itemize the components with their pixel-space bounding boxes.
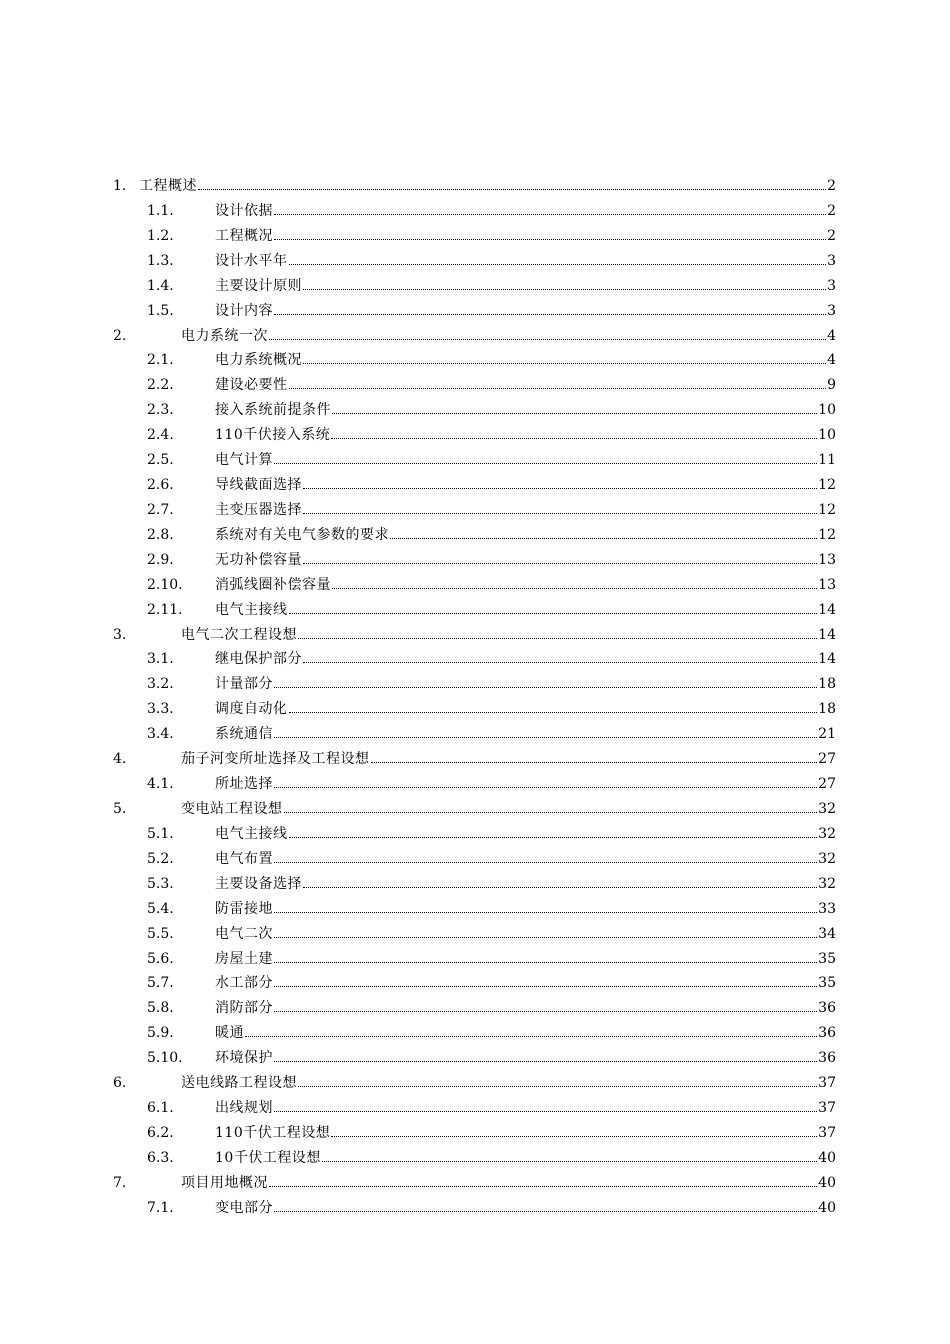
toc-entry-page: 14 <box>818 626 836 643</box>
toc-entry-number: 5.2. <box>147 850 174 867</box>
dot-leader <box>274 1046 817 1062</box>
toc-entry-number: 2.2. <box>147 377 174 394</box>
toc-entry-title: 电气主接线 <box>215 601 288 618</box>
toc-entry[interactable] <box>0 348 950 372</box>
toc-entry-title: 设计水平年 <box>215 252 288 269</box>
toc-entry[interactable] <box>0 1021 950 1045</box>
toc-entry-number: 2.11. <box>147 601 183 618</box>
dot-leader <box>303 872 817 888</box>
toc-entry-page: 3 <box>827 302 836 319</box>
toc-entry-number: 5.9. <box>147 1025 174 1042</box>
toc-entry-title: 计量部分 <box>215 676 273 693</box>
dot-leader <box>274 897 817 913</box>
toc-entry[interactable] <box>0 598 950 622</box>
toc-entry-page: 35 <box>818 975 836 992</box>
toc-entry-title: 继电保护部分 <box>215 651 302 668</box>
toc-entry-page: 2 <box>827 178 836 194</box>
dot-leader <box>303 548 817 564</box>
toc-entry-page: 2 <box>827 227 836 244</box>
toc-entry-page: 13 <box>818 576 836 593</box>
dot-leader <box>303 647 817 663</box>
toc-entry-number: 2.1. <box>147 352 174 369</box>
dot-leader <box>303 274 826 290</box>
toc-entry-number: 6.1. <box>147 1100 174 1117</box>
toc-entry-title: 电气主接线 <box>215 825 288 842</box>
toc-entry-title: 电气布置 <box>215 850 273 867</box>
toc-entry[interactable] <box>0 1096 950 1120</box>
toc-entry-title: 设计内容 <box>215 302 273 319</box>
toc-entry-number: 3.1. <box>147 651 174 668</box>
toc-entry[interactable] <box>0 498 950 522</box>
toc-entry-title: 消弧线圈补偿容量 <box>215 576 331 593</box>
toc-entry-page: 18 <box>818 701 836 718</box>
dot-leader <box>245 1021 817 1037</box>
toc-entry-page: 4 <box>827 352 836 369</box>
toc-entry[interactable] <box>0 249 950 273</box>
toc-entry-title: 防雷接地 <box>215 900 273 917</box>
toc-entry-number: 2.10. <box>147 576 183 593</box>
toc-entry-page: 2 <box>827 202 836 219</box>
toc-entry-number: 2.9. <box>147 551 174 568</box>
toc-entry[interactable] <box>0 373 950 397</box>
dot-leader <box>289 373 827 389</box>
toc-entry[interactable] <box>0 174 950 198</box>
toc-entry-title: 茄子河变所址选择及工程设想 <box>181 751 370 768</box>
toc-entry-title: 系统对有关电气参数的要求 <box>215 526 389 543</box>
toc-entry-page: 12 <box>818 526 836 543</box>
toc-entry[interactable] <box>0 1121 950 1145</box>
toc-entry[interactable] <box>0 224 950 248</box>
toc-entry-page: 37 <box>818 1075 836 1092</box>
toc-entry-page: 13 <box>818 551 836 568</box>
toc-entry[interactable] <box>0 199 950 223</box>
toc-entry-number: 2.8. <box>147 526 174 543</box>
toc-entry[interactable] <box>0 1171 950 1195</box>
toc-entry-number: 5.4. <box>147 900 174 917</box>
toc-entry-title: 所址选择 <box>215 776 273 793</box>
toc-entry-page: 21 <box>818 726 836 743</box>
toc-entry-title: 电力系统概况 <box>215 352 302 369</box>
toc-entry-number: 5. <box>113 801 127 817</box>
toc-entry[interactable] <box>0 847 950 871</box>
toc-entry[interactable] <box>0 1071 950 1095</box>
toc-entry-page: 14 <box>818 601 836 618</box>
dot-leader <box>274 299 826 315</box>
toc-entry-page: 12 <box>818 477 836 494</box>
toc-entry-page: 36 <box>818 1050 836 1067</box>
toc-entry-page: 4 <box>827 327 836 344</box>
toc-entry-title: 电气二次工程设想 <box>181 626 297 643</box>
toc-entry-title: 110千伏工程设想 <box>215 1124 331 1141</box>
toc-entry-title: 送电线路工程设想 <box>181 1075 297 1092</box>
toc-entry-page: 33 <box>818 900 836 917</box>
dot-leader <box>269 324 826 340</box>
toc-entry-number: 4. <box>113 751 127 768</box>
toc-entry[interactable] <box>0 1196 950 1220</box>
toc-entry[interactable] <box>0 797 950 821</box>
toc-entry-page: 34 <box>818 925 836 942</box>
toc-entry-page: 32 <box>818 850 836 867</box>
toc-entry-title: 房屋土建 <box>215 950 273 967</box>
toc-entry[interactable] <box>0 672 950 696</box>
toc-entry-number: 6.3. <box>147 1149 174 1166</box>
toc-entry-title: 项目用地概况 <box>181 1174 268 1191</box>
toc-entry-page: 3 <box>827 252 836 269</box>
dot-leader <box>274 1096 817 1112</box>
toc-entry-title: 电力系统一次 <box>181 327 268 344</box>
toc-entry-title: 系统通信 <box>215 726 273 743</box>
toc-entry-title: 建设必要性 <box>215 377 288 394</box>
toc-entry[interactable] <box>0 324 950 348</box>
toc-entry-title: 主要设计原则 <box>215 277 302 294</box>
toc-entry-title: 消防部分 <box>215 1000 273 1017</box>
toc-entry-number: 2.5. <box>147 452 174 469</box>
dot-leader <box>274 722 817 738</box>
toc-entry-page: 32 <box>818 825 836 842</box>
toc-entry-number: 5.10. <box>147 1050 183 1067</box>
dot-leader <box>289 822 818 838</box>
dot-leader <box>371 747 818 763</box>
toc-entry-number: 5.7. <box>147 975 174 992</box>
toc-entry-title: 暖通 <box>215 1025 244 1042</box>
toc-entry-page: 36 <box>818 1000 836 1017</box>
toc-entry-number: 6.2. <box>147 1124 174 1141</box>
toc-entry-number: 4.1. <box>147 776 174 793</box>
toc-entry-number: 5.5. <box>147 925 174 942</box>
dot-leader <box>274 224 826 240</box>
dot-leader <box>274 1196 817 1212</box>
toc-entry-title: 工程概述 <box>139 178 197 194</box>
toc-entry-page: 18 <box>818 676 836 693</box>
toc-entry[interactable] <box>0 623 950 647</box>
toc-entry[interactable] <box>0 1146 950 1170</box>
toc-entry-number: 2.4. <box>147 427 174 444</box>
toc-entry[interactable] <box>0 299 950 323</box>
toc-entry[interactable] <box>0 822 950 846</box>
toc-entry-number: 5.6. <box>147 950 174 967</box>
toc-entry-number: 3.4. <box>147 726 174 743</box>
toc-entry[interactable] <box>0 523 950 547</box>
toc-entry-page: 36 <box>818 1025 836 1042</box>
toc-entry-title: 电气计算 <box>215 452 273 469</box>
dot-leader <box>332 573 817 589</box>
dot-leader <box>274 922 817 938</box>
toc-entry-number: 5.8. <box>147 1000 174 1017</box>
toc-entry-title: 110千伏接入系统 <box>215 427 331 444</box>
toc-entry-number: 2. <box>113 327 127 344</box>
dot-leader <box>390 523 817 539</box>
toc-entry[interactable] <box>0 897 950 921</box>
toc-entry[interactable] <box>0 772 950 796</box>
toc-entry-page: 3 <box>827 277 836 294</box>
toc-entry-number: 3. <box>113 626 127 643</box>
dot-leader <box>274 199 826 215</box>
toc-entry-page: 37 <box>818 1100 836 1117</box>
toc-entry-number: 5.3. <box>147 875 174 892</box>
toc-entry[interactable] <box>0 398 950 422</box>
toc-entry-number: 1.5. <box>147 302 174 319</box>
toc-entry-page: 32 <box>818 875 836 892</box>
toc-entry-page: 10 <box>818 427 836 444</box>
dot-leader <box>303 498 817 514</box>
toc-entry[interactable] <box>0 697 950 721</box>
toc-entry-number: 2.3. <box>147 402 174 419</box>
toc-entry-title: 主变压器选择 <box>215 501 302 518</box>
dot-leader <box>198 174 826 190</box>
toc-entry-number: 1.2. <box>147 227 174 244</box>
toc-entry-title: 出线规划 <box>215 1100 273 1117</box>
toc-entry-title: 无功补偿容量 <box>215 551 302 568</box>
dot-leader <box>274 971 817 987</box>
toc-entry-number: 2.7. <box>147 501 174 518</box>
toc-entry[interactable] <box>0 647 950 671</box>
dot-leader <box>331 423 817 439</box>
dot-leader <box>332 398 817 414</box>
toc-entry-title: 10千伏工程设想 <box>215 1149 321 1166</box>
dot-leader <box>274 672 817 688</box>
toc-entry-title: 接入系统前提条件 <box>215 402 331 419</box>
toc-entry-page: 11 <box>818 452 836 469</box>
toc-entry[interactable] <box>0 448 950 472</box>
toc-entry-page: 32 <box>818 801 836 817</box>
toc-entry-number: 7.1. <box>147 1199 174 1216</box>
toc-entry-page: 10 <box>818 402 836 419</box>
dot-leader <box>289 697 818 713</box>
toc-entry[interactable] <box>0 971 950 995</box>
toc-entry[interactable] <box>0 274 950 298</box>
toc-entry[interactable] <box>0 423 950 447</box>
toc-entry-page: 35 <box>818 950 836 967</box>
dot-leader <box>274 448 817 464</box>
toc-entry-page: 14 <box>818 651 836 668</box>
toc-entry-title: 电气二次 <box>215 925 273 942</box>
toc-entry[interactable] <box>0 473 950 497</box>
dot-leader <box>284 797 818 813</box>
dot-leader <box>269 1171 817 1187</box>
dot-leader <box>303 473 817 489</box>
toc-entry-title: 变电部分 <box>215 1199 273 1216</box>
toc-entry[interactable] <box>0 573 950 597</box>
dot-leader <box>303 348 826 364</box>
toc-entry-title: 调度自动化 <box>215 701 288 718</box>
toc-entry-title: 变电站工程设想 <box>181 801 283 817</box>
toc-entry-title: 水工部分 <box>215 975 273 992</box>
dot-leader <box>274 847 817 863</box>
toc-entry-number: 2.6. <box>147 477 174 494</box>
toc-entry-page: 12 <box>818 501 836 518</box>
toc-entry-number: 1.3. <box>147 252 174 269</box>
toc-entry-number: 5.1. <box>147 825 174 842</box>
toc-entry-number: 3.3. <box>147 701 174 718</box>
toc-entry-page: 27 <box>818 776 836 793</box>
dot-leader <box>289 598 818 614</box>
toc-entry-title: 设计依据 <box>215 202 273 219</box>
toc-entry-title: 工程概况 <box>215 227 273 244</box>
toc-entry-number: 1. <box>113 178 127 194</box>
toc-entry[interactable] <box>0 922 950 946</box>
toc-entry-page: 40 <box>818 1149 836 1166</box>
toc-entry-title: 导线截面选择 <box>215 477 302 494</box>
toc-entry[interactable] <box>0 747 950 771</box>
dot-leader <box>289 249 827 265</box>
dot-leader <box>274 996 817 1012</box>
toc-entry[interactable] <box>0 872 950 896</box>
toc-entry-number: 6. <box>113 1075 127 1092</box>
toc-entry-page: 37 <box>818 1124 836 1141</box>
toc-entry-number: 1.4. <box>147 277 174 294</box>
dot-leader <box>274 772 817 788</box>
dot-leader <box>331 1121 817 1137</box>
toc-entry[interactable] <box>0 1046 950 1070</box>
toc-entry-number: 1.1. <box>147 202 174 219</box>
toc-entry[interactable] <box>0 548 950 572</box>
dot-leader <box>298 623 817 639</box>
toc-entry[interactable] <box>0 722 950 746</box>
toc-entry-page: 40 <box>818 1174 836 1191</box>
toc-entry[interactable] <box>0 996 950 1020</box>
dot-leader <box>298 1071 817 1087</box>
toc-entry-number: 7. <box>113 1174 127 1191</box>
toc-entry-page: 27 <box>818 751 836 768</box>
toc-entry[interactable] <box>0 947 950 971</box>
dot-leader <box>322 1146 817 1162</box>
toc-entry-number: 3.2. <box>147 676 174 693</box>
toc-entry-title: 主要设备选择 <box>215 875 302 892</box>
toc-entry-title: 环境保护 <box>215 1050 273 1067</box>
toc-entry-page: 9 <box>827 377 836 394</box>
dot-leader <box>274 947 817 963</box>
toc-entry-page: 40 <box>818 1199 836 1216</box>
